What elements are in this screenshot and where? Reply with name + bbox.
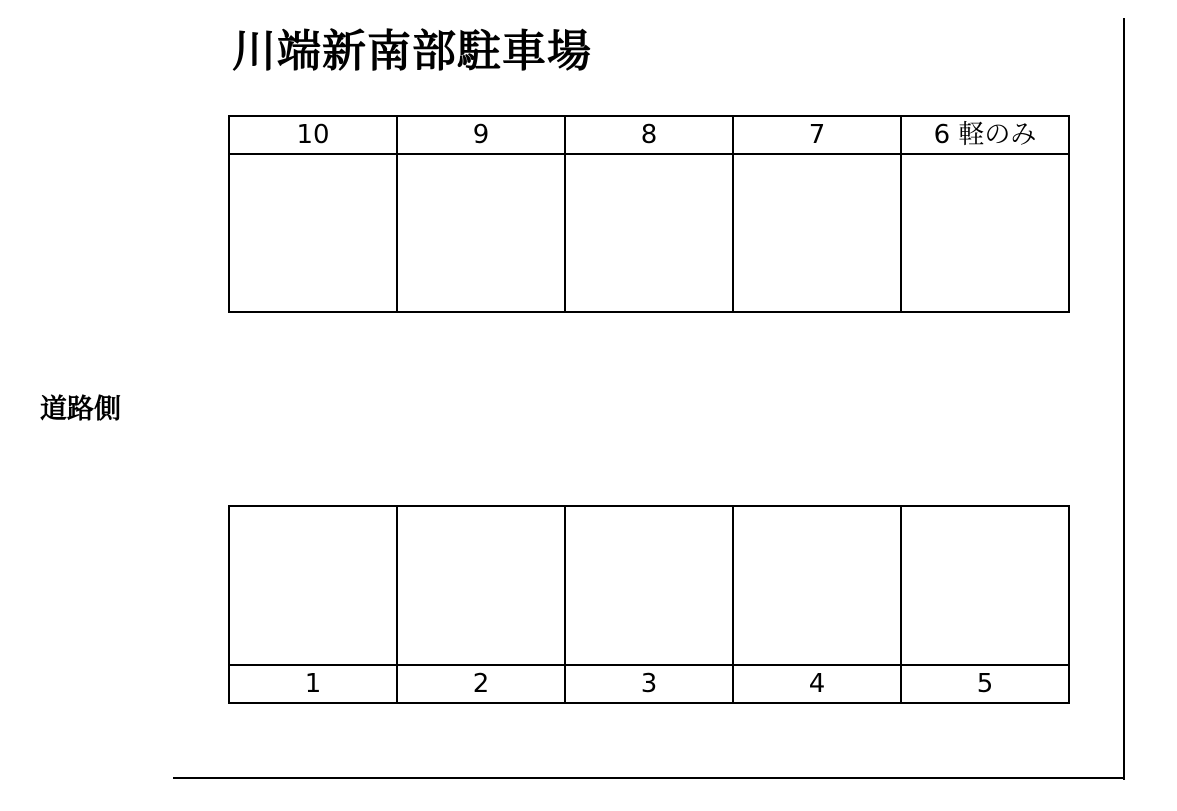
spot-number-label: 3 xyxy=(566,664,732,702)
spot-area xyxy=(902,155,1068,311)
spot-number-label: 6 軽のみ xyxy=(902,117,1068,155)
spot-number-label: 2 xyxy=(398,664,564,702)
spot-number-label: 10 xyxy=(230,117,396,155)
spot-area xyxy=(230,155,396,311)
spot-area xyxy=(734,155,900,311)
spot-number-label: 5 xyxy=(902,664,1068,702)
spot-number-label: 4 xyxy=(734,664,900,702)
lot-boundary-right xyxy=(1123,18,1125,780)
spot-area xyxy=(734,507,900,664)
parking-spot-3 xyxy=(566,507,734,704)
road-side-label: 道路側 xyxy=(40,394,121,425)
spot-area xyxy=(398,155,564,311)
page-title: 川端新南部駐車場 xyxy=(232,26,592,77)
lot-boundary-bottom xyxy=(173,777,1125,779)
parking-spot-10 xyxy=(230,117,398,313)
spot-area xyxy=(566,507,732,664)
spot-number-label: 1 xyxy=(230,664,396,702)
parking-spot-7 xyxy=(734,117,902,313)
parking-spot-1 xyxy=(230,507,398,704)
parking-spot-6 xyxy=(902,117,1070,313)
spot-area xyxy=(566,155,732,311)
spot-area xyxy=(398,507,564,664)
parking-spot-9 xyxy=(398,117,566,313)
spot-number-label: 9 xyxy=(398,117,564,155)
spot-number-label: 8 xyxy=(566,117,732,155)
spot-number-label: 7 xyxy=(734,117,900,155)
parking-spot-2 xyxy=(398,507,566,704)
parking-row-top xyxy=(228,115,1070,313)
parking-spot-4 xyxy=(734,507,902,704)
spot-area xyxy=(902,507,1068,664)
parking-spot-8 xyxy=(566,117,734,313)
parking-spot-5 xyxy=(902,507,1070,704)
spot-area xyxy=(230,507,396,664)
parking-row-bottom xyxy=(228,505,1070,704)
